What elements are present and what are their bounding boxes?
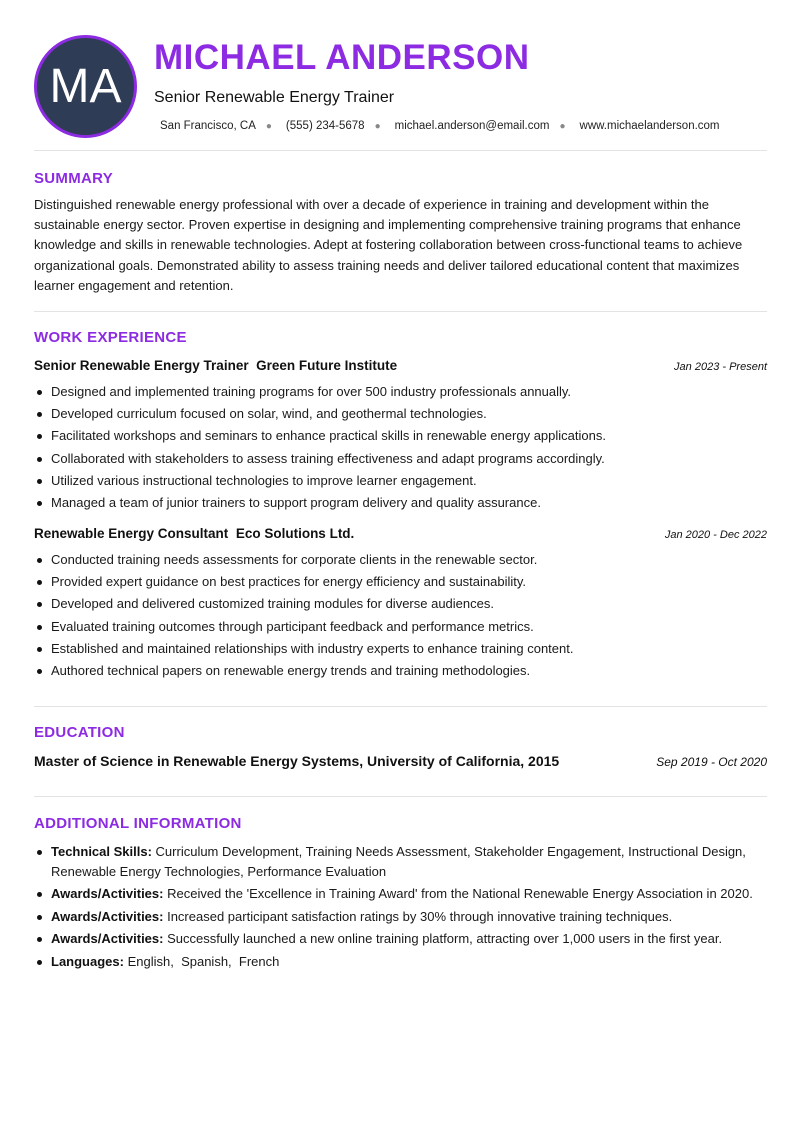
contact-email[interactable]: michael.anderson@email.com [394, 120, 550, 132]
separator-dot-icon: ● [374, 120, 381, 132]
candidate-name: MICHAEL ANDERSON [154, 38, 530, 77]
list-item: Developed curriculum focused on solar, wind, and geothermal technologies. [34, 403, 767, 425]
education-dates: Sep 2019 - Oct 2020 [656, 755, 767, 769]
item-label: Languages: [51, 953, 124, 969]
item-text: Successfully launched a new online training platform, attracting over 1,000 users in the first year. [167, 931, 723, 946]
job-dates: Jan 2020 - Dec 2022 [664, 529, 767, 541]
summary-text: Distinguished renewable energy professional with over a decade of experience in training and development within the sustainable energy sector. Proven expertise in designing and implementing comprehensive training programs that enhance knowledge and skills in renewable technologies. Adept at fostering collaboration between cross-functional teams to achieve organizational goals. Demonstrated ability to assess training needs and deliver tailored educational content that maximizes learner engagement and retention. [34, 197, 743, 293]
additional-heading: ADDITIONAL INFORMATION [34, 815, 242, 832]
list-item [34, 907, 769, 927]
job-bullets [34, 549, 767, 682]
item-text: Increased participant satisfaction ratings by 30% through innovative training techniques. [167, 908, 673, 924]
separator-dot-icon: ● [265, 120, 272, 132]
contact-location: San Francisco, CA [160, 120, 256, 132]
list-item [34, 842, 769, 881]
list-item: Utilized various instructional technologies to improve learner engagement. [34, 470, 767, 492]
job-header [34, 526, 767, 541]
contact-website[interactable]: www.michaelanderson.com [579, 120, 720, 132]
education-heading: EDUCATION [34, 724, 125, 741]
list-item: Collaborated with stakeholders to assess training effectiveness and adapt programs accordingly. [34, 448, 767, 470]
job-company: Eco Solutions Ltd. [235, 526, 355, 541]
contact-phone: (555) 234-5678 [285, 120, 365, 132]
avatar-initials: MA [49, 60, 122, 113]
item-text: English, Spanish, French [127, 953, 280, 969]
list-item: Managed a team of junior trainers to support program delivery and quality assurance. [34, 492, 767, 514]
item-label: Awards/Activities: [51, 908, 164, 924]
experience-heading: WORK EXPERIENCE [34, 329, 187, 346]
item-text: Received the 'Excellence in Training Award' from the National Renewable Energy Association in 2020. [167, 886, 753, 901]
job-role: Senior Renewable Energy Trainer [34, 358, 249, 373]
contact-row [160, 120, 720, 132]
list-item: Evaluated training outcomes through participant feedback and performance metrics. [34, 616, 767, 638]
additional-list [34, 842, 769, 974]
job-bullets [34, 381, 767, 514]
list-item [34, 884, 769, 904]
job-role: Renewable Energy Consultant [34, 526, 229, 541]
job-dates: Jan 2023 - Present [674, 361, 767, 373]
item-label: Awards/Activities: [51, 931, 164, 946]
summary-heading: SUMMARY [34, 170, 114, 187]
job-title-company [34, 526, 354, 541]
candidate-title: Senior Renewable Energy Trainer [154, 89, 395, 106]
list-item: Facilitated workshops and seminars to enhance practical skills in renewable energy applications. [34, 425, 767, 447]
item-label: Technical Skills: [51, 844, 152, 859]
list-item: Developed and delivered customized training modules for diverse audiences. [34, 593, 767, 615]
job-header [34, 358, 767, 373]
job-company: Green Future Institute [256, 358, 398, 373]
section-divider [34, 311, 767, 312]
list-item: Established and maintained relationships with industry experts to enhance training content. [34, 638, 767, 660]
list-item: Conducted training needs assessments for corporate clients in the renewable sector. [34, 549, 767, 571]
job-title-company [34, 358, 397, 373]
section-divider [34, 706, 767, 707]
item-label: Awards/Activities: [51, 886, 164, 901]
education-entry [34, 753, 767, 769]
avatar [34, 35, 137, 138]
separator-dot-icon: ● [559, 120, 566, 132]
section-divider [34, 796, 767, 797]
item-text: Curriculum Development, Training Needs Assessment, Stakeholder Engagement, Instructional Design, Renewable Energy Technologies, Performance Evaluation [51, 844, 746, 879]
list-item: Provided expert guidance on best practices for energy efficiency and sustainability. [34, 571, 767, 593]
list-item: Designed and implemented training programs for over 500 industry professionals annually. [34, 381, 767, 403]
list-item [34, 929, 769, 949]
list-item: Authored technical papers on renewable energy trends and training methodologies. [34, 660, 767, 682]
education-degree: Master of Science in Renewable Energy Systems, University of California, 2015 [34, 753, 560, 769]
section-divider [34, 150, 767, 151]
list-item [34, 952, 769, 972]
